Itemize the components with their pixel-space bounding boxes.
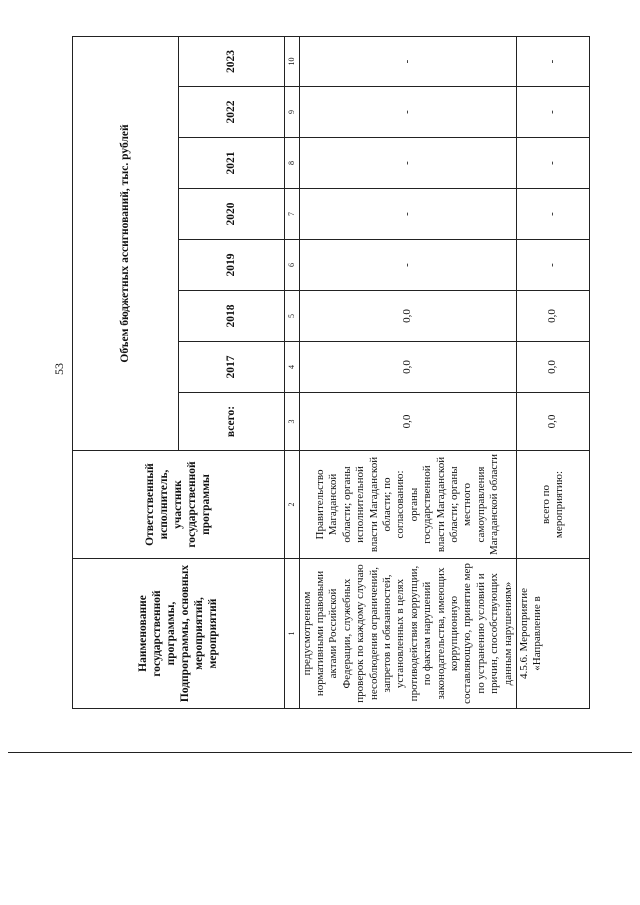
header-name: Наименование государственной программы, Подпрограммы, основных мероприятий, мероприятий <box>73 559 285 709</box>
row-total-cell: 0,0 <box>517 393 590 451</box>
header-budget-group: Объем бюджетных ассигнований, тыс. рублей <box>73 37 179 451</box>
column-number-row <box>284 37 299 709</box>
row-total-cell: 0,0 <box>299 393 517 451</box>
header-year-2018: 2018 <box>178 291 284 342</box>
row-value-2023: - <box>517 37 590 87</box>
row-value-2023: - <box>299 37 517 87</box>
header-year-2017: 2017 <box>178 342 284 393</box>
column-number: 4 <box>284 342 299 393</box>
table-row <box>299 37 517 709</box>
column-number: 3 <box>284 393 299 451</box>
row-value-2019: - <box>517 240 590 291</box>
column-number: 7 <box>284 189 299 240</box>
header-year-2020: 2020 <box>178 189 284 240</box>
row-value-2020: - <box>299 189 517 240</box>
row-value-2022: - <box>299 87 517 138</box>
row-value-2018: 0,0 <box>299 291 517 342</box>
column-number: 1 <box>284 559 299 709</box>
row-value-2019: - <box>299 240 517 291</box>
column-number: 10 <box>284 37 299 87</box>
row-responsible-cell: всего по мероприятию: <box>517 451 590 559</box>
table-row <box>517 37 590 709</box>
row-name-cell: предусмотренном нормативными правовыми актами Российской Федерации, служебных проверок по каждому случаю несоблюдения ограничений, запретов и обязанностей, установленных в целях противодействия коррупции, по фактам нарушений законодательства, имеющих коррупционную составляющую, принятие мер по устранению условий и причин, способствующих данным нарушениям» <box>299 559 517 709</box>
column-number: 9 <box>284 87 299 138</box>
row-name-cell: 4.5.6. Мероприятие «Направление в <box>517 559 590 709</box>
column-number: 6 <box>284 240 299 291</box>
row-value-2017: 0,0 <box>517 342 590 393</box>
row-value-2021: - <box>517 138 590 189</box>
column-number: 8 <box>284 138 299 189</box>
row-value-2021: - <box>299 138 517 189</box>
header-year-2019: 2019 <box>178 240 284 291</box>
column-number: 2 <box>284 451 299 559</box>
column-number: 5 <box>284 291 299 342</box>
header-responsible: Ответственный исполнитель, участник государственной программы <box>73 451 285 559</box>
budget-table <box>72 36 590 709</box>
page-separator-line <box>8 752 632 753</box>
header-row-1 <box>73 37 179 709</box>
row-value-2018: 0,0 <box>517 291 590 342</box>
header-year-2021: 2021 <box>178 138 284 189</box>
row-value-2022: - <box>517 87 590 138</box>
row-value-2017: 0,0 <box>299 342 517 393</box>
row-value-2020: - <box>517 189 590 240</box>
row-responsible-cell: Правительство Магаданской области; органы исполнительной власти Магаданской области; по согласованию: органы государственной власти Магаданской области; органы местного самоуправления Магаданской области <box>299 451 517 559</box>
page-number: 53 <box>52 363 66 375</box>
header-year-2023: 2023 <box>178 37 284 87</box>
budget-table-frame <box>72 37 590 709</box>
header-total: всего: <box>178 393 284 451</box>
header-year-2022: 2022 <box>178 87 284 138</box>
